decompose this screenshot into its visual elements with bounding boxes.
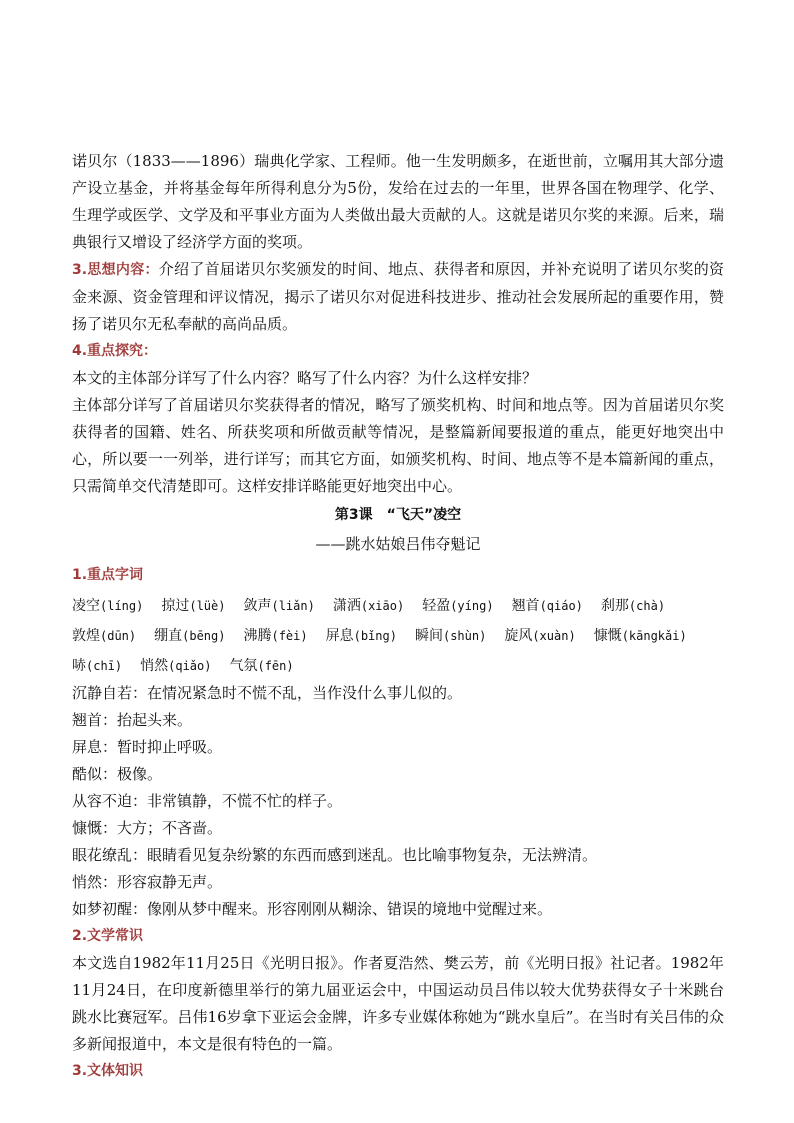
key-inquiry-label: 4.重点探究： (72, 343, 158, 359)
vocab-word-pinyin: (fèi) (271, 629, 308, 643)
vocab-word (243, 593, 314, 620)
vocab-word (594, 623, 687, 650)
lesson-subtitle: ——跳水姑娘吕伟夺魁记 (315, 535, 481, 553)
vocab-definition: 翘首：抬起头来。 (72, 711, 193, 729)
vocab-word-pinyin: (yíng) (450, 599, 494, 613)
vocab-word-text: 哧 (72, 658, 86, 674)
vocab-definition: 慷慨：大方；不吝啬。 (72, 819, 223, 837)
vocab-definition: 酷似：极像。 (72, 765, 163, 783)
vocab-word-pinyin: (bēng) (182, 629, 226, 643)
vocab-word (415, 623, 486, 650)
vocab-word-pinyin: (chà) (628, 599, 666, 613)
genre-label: 3.文体知识 (72, 1063, 144, 1079)
vocab-definition: 屏息：暂时抑止呼吸。 (72, 738, 223, 756)
vocab-word (326, 623, 397, 650)
vocab-definition: 眼花缭乱：眼睛看见复杂纷繁的东西而感到迷乱。也比喻事物复杂，无法辨清。 (72, 846, 598, 864)
vocab-word (72, 623, 136, 650)
vocab-word (422, 593, 493, 620)
vocab-word-text: 瞬间 (414, 628, 443, 644)
vocab-definition-list (72, 680, 724, 923)
vocab-word-pinyin: (bǐng) (353, 629, 397, 643)
vocab-word-text: 慷慨 (593, 628, 622, 644)
vocab-word-text: 沸腾 (243, 628, 272, 644)
intro-paragraph: 诺贝尔（1833——1896）瑞典化学家、工程师。他一生发明颇多，在逝世前，立嘱用其大部分遗产设立基金，并将基金每年所得利息分为5份，发给在过去的一年里，世界各国在物理学、化学、生理学或医学、文学及和平事业方面为人类做出最大贡献的人。这就是诺贝尔奖的来源。后来，瑞典银行又增设了经济学方面的奖项。 (72, 152, 724, 251)
vocab-word-text: 敦煌 (72, 628, 100, 644)
vocab-definition: 如梦初醒：像刚从梦中醒来。形容刚刚从糊涂、错误的境地中觉醒过来。 (72, 900, 553, 918)
vocab-word-text: 屏息 (325, 628, 354, 644)
vocab-word-pinyin: (qiǎo) (168, 659, 212, 673)
vocab-definition: 沉静自若：在情况紧急时不慌不乱，当作没什么事儿似的。 (72, 684, 463, 702)
thought-label: 3.思想内容： (72, 262, 159, 278)
thought-section (72, 256, 724, 338)
vocab-word (504, 623, 575, 650)
vocab-word (243, 623, 307, 650)
key-inquiry-answer: 主体部分详写了首届诺贝尔奖获得者的情况，略写了颁奖机构、时间和地点等。因为首届诺贝尔奖获得者的国籍、姓名、所获奖项和所做贡献等情况，是整篇新闻要报道的重点，能更好地突出中心，所以要一一列举，进行详写；而其它方面，如颁奖机构、时间、地点等不是本篇新闻的重点，只需简单交代清楚即可。这样安排详略能更好地突出中心。 (72, 396, 724, 495)
literary-label: 2.文学常识 (72, 928, 144, 944)
vocab-word-text: 轻盈 (422, 598, 451, 614)
vocab-word (72, 593, 143, 620)
vocab-word-pinyin: (fēn) (257, 659, 294, 673)
vocab-word-text: 气氛 (229, 658, 258, 674)
vocab-word (333, 593, 404, 620)
vocab-word-text: 翘首 (511, 598, 540, 614)
vocab-definition: 从容不迫：非常镇静，不慌不忙的样子。 (72, 792, 343, 810)
vocab-word-text: 潇洒 (332, 598, 361, 614)
vocab-label: 1.重点字词 (72, 567, 144, 583)
vocab-word-pinyin: (shùn) (442, 629, 487, 643)
thought-text: 介绍了首届诺贝尔奖颁发的时间、地点、获得者和原因，并补充说明了诺贝尔奖的资金来源、资金管理和评议情况，揭示了诺贝尔对促进科技进步、推动社会发展所起的重要作用，赞扬了诺贝尔无私奉献的高尚品质。 (72, 260, 724, 333)
vocab-word (601, 593, 665, 620)
vocab-word-pinyin: (chī) (86, 659, 123, 673)
vocab-word-pinyin: (dūn) (100, 629, 137, 643)
vocab-word (140, 653, 211, 680)
vocab-word-text: 旋风 (504, 628, 533, 644)
vocab-word-text: 刹那 (600, 598, 629, 614)
vocab-word-pinyin: (kāngkǎi) (621, 629, 687, 643)
vocab-word-text: 悄然 (140, 658, 169, 674)
vocab-word-text: 绷直 (154, 628, 183, 644)
vocab-word (154, 623, 225, 650)
vocab-word (512, 593, 583, 620)
literary-text: 本文选自1982年11月25日《光明日报》。作者夏浩然、樊云芳，前《光明日报》社记者。1982年11月24日，在印度新德里举行的第九届亚运会中，中国运动员吕伟以较大优势获得女子十米跳台跳水比赛冠军。吕伟16岁拿下亚运会金牌，许多专业媒体称她为“跳水皇后”。在当时有关吕伟的众多新闻报道中，本文是很有特色的一篇。 (72, 954, 724, 1053)
key-inquiry-question: 本文的主体部分详写了什么内容？略写了什么内容？为什么这样安排？ (72, 369, 538, 387)
vocab-word-pinyin: (líng) (100, 599, 144, 613)
vocab-word-list (72, 593, 724, 680)
vocab-word-pinyin: (xiāo) (360, 599, 405, 613)
vocab-word-text: 掠过 (161, 598, 190, 614)
vocab-word-text: 敛声 (243, 598, 272, 614)
vocab-word-pinyin: (xuàn) (532, 629, 576, 643)
vocab-word-pinyin: (qiáo) (539, 599, 583, 613)
vocab-definition: 悄然：形容寂静无声。 (72, 873, 223, 891)
document-content (72, 148, 724, 1085)
vocab-word (72, 653, 122, 680)
lesson-title: 第3课 “飞天”凌空 (334, 507, 462, 523)
vocab-word-pinyin: (lüè) (189, 599, 226, 613)
vocab-word-text: 凌空 (72, 598, 100, 614)
vocab-word (161, 593, 225, 620)
vocab-word-pinyin: (liǎn) (271, 599, 315, 613)
vocab-word (229, 653, 293, 680)
